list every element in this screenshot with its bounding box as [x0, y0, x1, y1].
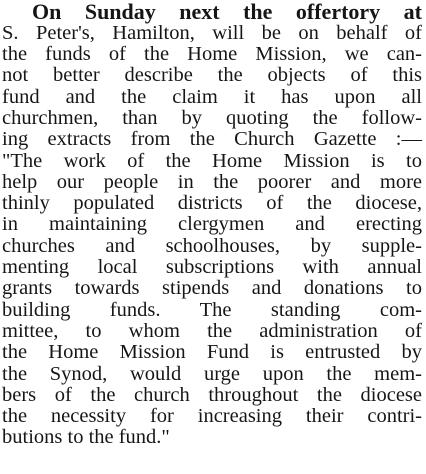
article-line: not better describe the objects of this [2, 64, 422, 86]
article-line: churchmen, than by quoting the follow- [2, 107, 422, 129]
article-line: grants towards stipends and donations to [2, 277, 422, 299]
article-line: the Home Mission Fund is entrusted by [2, 341, 422, 363]
article-line: building funds. The standing com- [2, 299, 422, 321]
article-line: in maintaining clergymen and erecting [2, 213, 422, 235]
article-line: S. Peter's, Hamilton, will be on behalf of [2, 22, 422, 44]
article-line: mittee, to whom the administration of [2, 320, 422, 342]
article-lead-line: On Sunday next the offertory at [32, 0, 422, 24]
article-line: ing extracts from the Church Gazette :— [2, 128, 422, 150]
article-line: bers of the church throughout the diocese [2, 384, 422, 406]
article-line: help our people in the poorer and more [2, 171, 422, 193]
article-line: churches and schoolhouses, by supple- [2, 235, 422, 257]
article-closing-line: butions to the fund." [2, 426, 170, 448]
article-line: menting local subscriptions with annual [2, 256, 422, 278]
article-line: the funds of the Home Mission, we can- [2, 43, 422, 65]
article-line: the necessity for increasing their contri- [2, 405, 422, 427]
article-line: the Synod, would urge upon the mem- [2, 363, 422, 385]
article-line: "The work of the Home Mission is to [2, 150, 422, 172]
article-line: thinly populated districts of the diocese, [2, 192, 422, 214]
article-line: fund and the claim it has upon all [2, 86, 422, 108]
